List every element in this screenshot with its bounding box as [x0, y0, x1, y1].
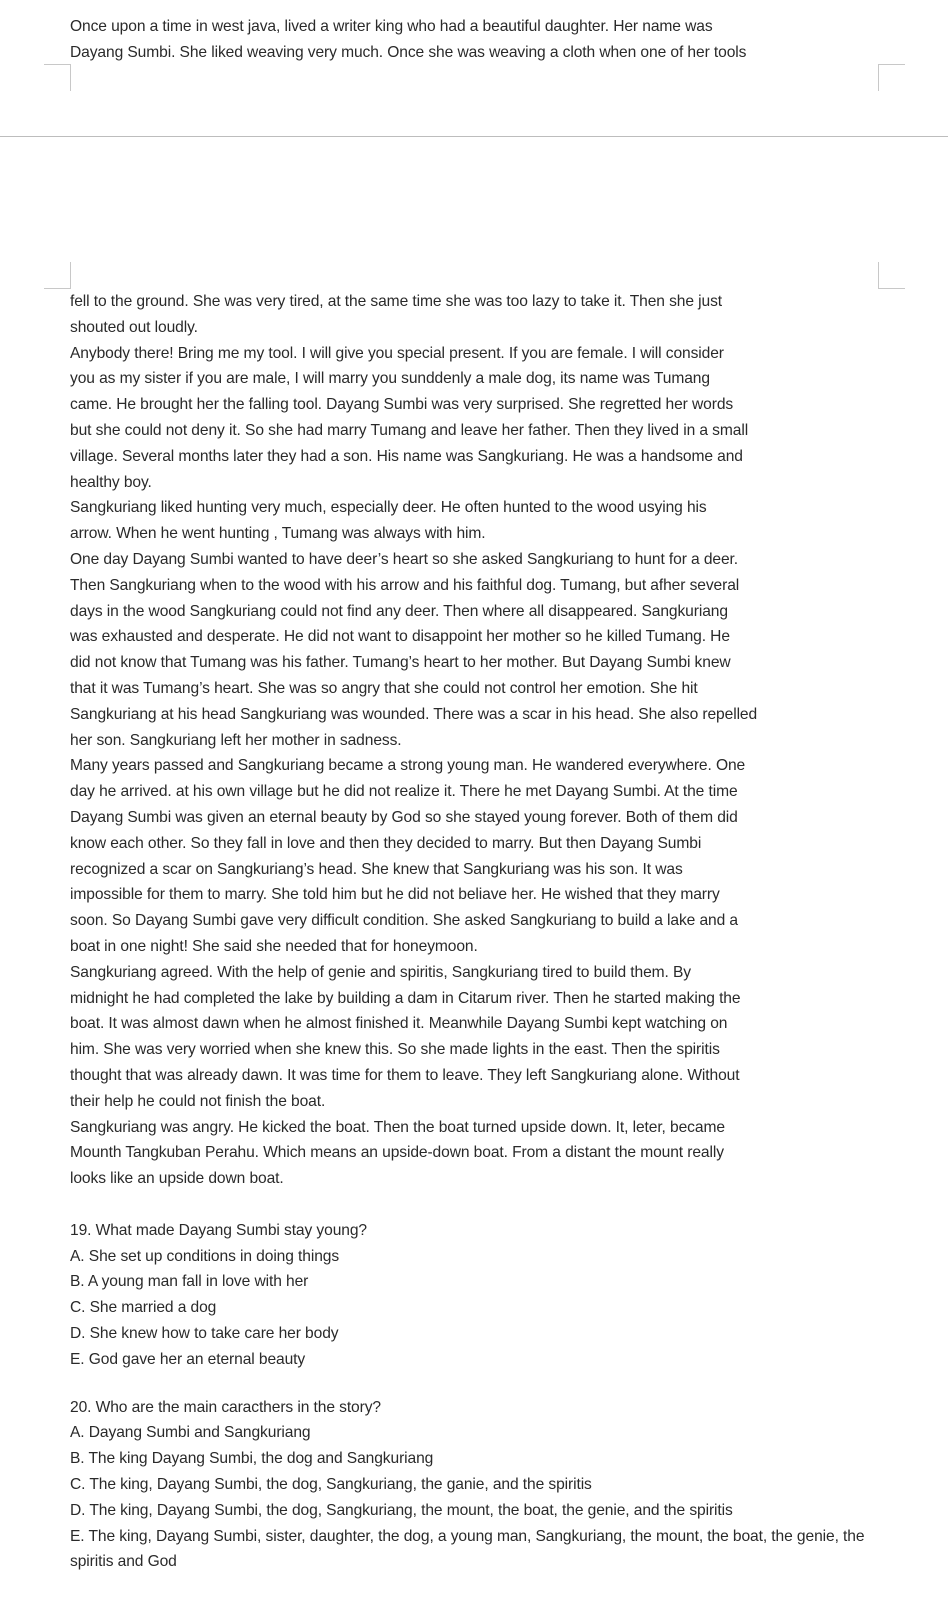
text-line: healthy boy. [70, 473, 152, 491]
text-line: boat. It was almost dawn when he almost finished it. Meanwhile Dayang Sumbi kept watching on [70, 1015, 728, 1033]
text-line: Then Sangkuriang when to the wood with his arrow and his faithful dog. Tumang, but afher several [70, 576, 740, 594]
text-line: soon. So Dayang Sumbi gave very difficult condition. She asked Sangkuriang to build a lake and a [70, 912, 739, 930]
text-line: Sangkuriang was angry. He kicked the boat. Then the boat turned upside down. It, leter, became [70, 1118, 725, 1136]
text-line: did not know that Tumang was his father. Tumang’s heart to her mother. But Dayang Sumbi knew [70, 654, 731, 672]
text-line: boat in one night! She said she needed that for honeymoon. [70, 937, 478, 955]
page-corner-mark [44, 64, 71, 91]
text-line: arrow. When he went hunting , Tumang was always with him. [70, 525, 486, 543]
text-line: Anybody there! Bring me my tool. I will give you special present. If you are female. I will consider [70, 344, 724, 362]
answer-option: A. Dayang Sumbi and Sangkuriang [70, 1424, 311, 1442]
text-line: their help he could not finish the boat. [70, 1092, 326, 1110]
story-body [70, 289, 900, 1575]
text-line: midnight he had completed the lake by building a dam in Citarum river. Then he started making the [70, 989, 741, 1007]
page-corner-mark [878, 64, 905, 91]
story-paragraph [70, 289, 900, 341]
text-line: was exhausted and desperate. He did not want to disappoint her mother so he killed Tumang. He [70, 628, 730, 646]
text-line: village. Several months later they had a son. His name was Sangkuriang. He was a handsome and [70, 447, 743, 465]
text-line: Dayang Sumbi. She liked weaving very much. Once she was weaving a cloth when one of her tools [70, 43, 747, 61]
story-paragraph [70, 960, 900, 1115]
answer-option: B. A young man fall in love with her [70, 1273, 309, 1291]
question-title: 20. Who are the main caracthers in the story? [70, 1398, 381, 1416]
text-line: her son. Sangkuriang left her mother in sadness. [70, 731, 402, 749]
page-break-gap [0, 132, 948, 252]
story-paragraph [70, 1115, 900, 1192]
document-page-top [0, 0, 948, 132]
page-separator-line [0, 136, 948, 137]
text-line: that it was Tumang’s heart. She was so angry that she could not control her emotion. She hit [70, 679, 698, 697]
answer-option: E. The king, Dayang Sumbi, sister, daughter, the dog, a young man, Sangkuriang, the mount, the boat, the genie, the spiritis and God [70, 1527, 865, 1571]
answer-option: C. The king, Dayang Sumbi, the dog, Sangkuriang, the ganie, and the spiritis [70, 1476, 592, 1494]
answer-option: D. The king, Dayang Sumbi, the dog, Sangkuriang, the mount, the boat, the genie, and the spiritis [70, 1501, 733, 1519]
text-line: recognized a scar on Sangkuriang’s head. She knew that Sangkuriang was his son. It was [70, 860, 683, 878]
story-paragraph [70, 753, 900, 959]
text-line: impossible for them to marry. She told him but he did not beliave her. He wished that they marry [70, 886, 720, 904]
answer-option: C. She married a dog [70, 1299, 217, 1317]
text-line: shouted out loudly. [70, 318, 198, 336]
text-line: Sangkuriang liked hunting very much, especially deer. He often hunted to the wood usying his [70, 499, 707, 517]
text-line: Dayang Sumbi was given an eternal beauty by God so she stayed young forever. Both of them did [70, 808, 738, 826]
page-corner-mark [878, 262, 905, 289]
answer-option: E. God gave her an eternal beauty [70, 1350, 306, 1368]
text-line: looks like an upside down boat. [70, 1170, 284, 1188]
answer-option: B. The king Dayang Sumbi, the dog and Sangkuriang [70, 1450, 434, 1468]
text-line: day he arrived. at his own village but he did not realize it. There he met Dayang Sumbi. At the time [70, 783, 738, 801]
text-line: Mounth Tangkuban Perahu. Which means an upside-down boat. From a distant the mount really [70, 1144, 724, 1162]
text-line: thought that was already dawn. It was time for them to leave. They left Sangkuriang alone. Without [70, 1066, 740, 1084]
text-line: fell to the ground. She was very tired, at the same time she was too lazy to take it. Then she just [70, 293, 723, 310]
text-line: One day Dayang Sumbi wanted to have deer’s heart so she asked Sangkuriang to hunt for a deer. [70, 550, 739, 568]
text-line: but she could not deny it. So she had marry Tumang and leave her father. Then they lived in a small [70, 421, 749, 439]
text-line: Sangkuriang at his head Sangkuriang was wounded. There was a scar in his head. She also repelled [70, 705, 758, 723]
story-intro [70, 14, 900, 66]
page-corner-mark [44, 262, 71, 289]
story-paragraph [70, 341, 900, 496]
story-paragraph [70, 547, 900, 753]
answer-option: D. She knew how to take care her body [70, 1325, 339, 1343]
text-line: Many years passed and Sangkuriang became a strong young man. He wandered everywhere. One [70, 757, 746, 775]
question-title: 19. What made Dayang Sumbi stay young? [70, 1221, 367, 1239]
text-line: Once upon a time in west java, lived a writer king who had a beautiful daughter. Her name was [70, 18, 713, 35]
text-line: days in the wood Sangkuriang could not find any deer. Then where all disappeared. Sangkuriang [70, 602, 728, 620]
story-paragraph [70, 495, 900, 547]
text-line: Sangkuriang agreed. With the help of genie and spiritis, Sangkuriang tired to build them. By [70, 963, 691, 981]
question-19 [70, 1218, 900, 1373]
text-line: you as my sister if you are male, I will marry you sunddenly a male dog, its name was Tumang [70, 370, 710, 388]
text-line: came. He brought her the falling tool. Dayang Sumbi was very surprised. She regretted her words [70, 396, 734, 414]
text-line: know each other. So they fall in love and then they decided to marry. But then Dayang Sumbi [70, 834, 702, 852]
answer-option: A. She set up conditions in doing things [70, 1247, 340, 1265]
text-line: him. She was very worried when she knew this. So she made lights in the east. Then the spiritis [70, 1041, 720, 1059]
question-20 [70, 1395, 900, 1576]
